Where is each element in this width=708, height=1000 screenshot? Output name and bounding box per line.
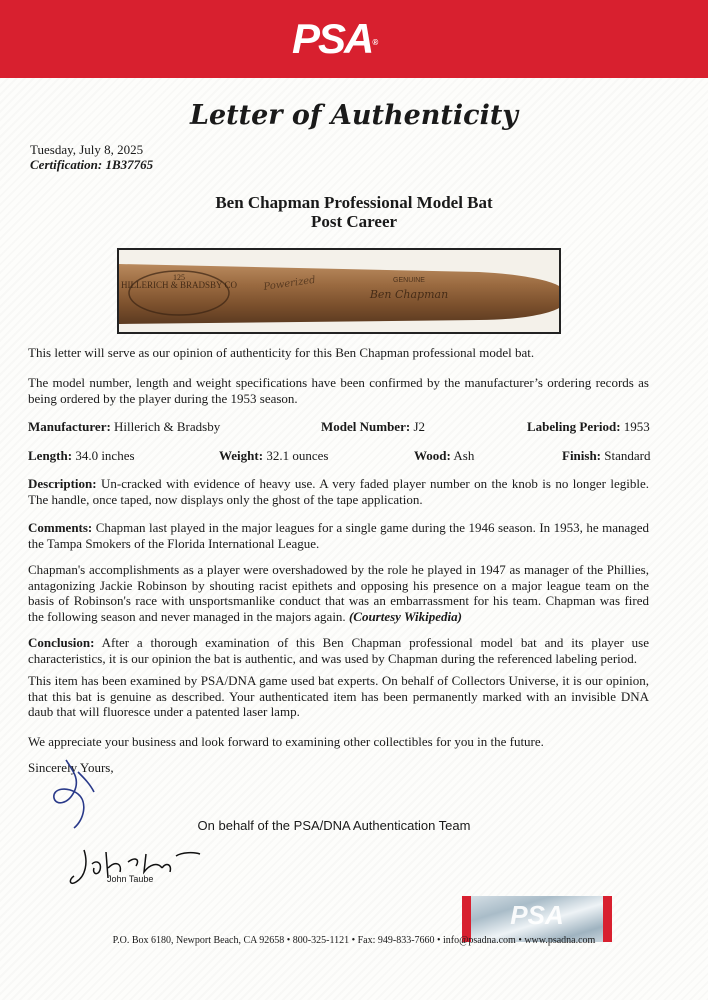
appreciation-paragraph: We appreciate your business and look forward to examining other collectibles for you in the future. bbox=[28, 734, 544, 749]
letter-title: Letter of Authenticity bbox=[189, 100, 518, 131]
spec-row-1 bbox=[28, 419, 649, 435]
spec-weight: Weight: 32.1 ounces bbox=[219, 448, 329, 463]
hologram-text: PSA bbox=[510, 900, 564, 930]
item-title: Ben Chapman Professional Model Bat bbox=[215, 193, 493, 212]
bat-genuine-text: GENUINE bbox=[393, 277, 425, 284]
comments-paragraph: Comments: Chapman last played in the major leagues for a single game during the 1946 season. In 1953, he managed the Tampa Smokers of the Florida International League. bbox=[28, 520, 649, 551]
john-taube-signature bbox=[66, 842, 206, 892]
spec-wood: Wood: Ash bbox=[414, 448, 475, 463]
spec-row-2 bbox=[28, 448, 649, 464]
bat-facsimile-signature: Ben Chapman bbox=[369, 288, 449, 301]
model-note-paragraph: The model number, length and weight specifications have been confirmed by the manufacturer’s ordering records as being ordered by the player during the 1953 season. bbox=[28, 375, 649, 406]
signer-name: John Taube bbox=[107, 874, 154, 884]
letter-date: Tuesday, July 8, 2025 bbox=[30, 142, 144, 157]
conclusion-paragraph: Conclusion: After a thorough examination of this Ben Chapman professional model bat and its player use characteristics, it is our opinion the bat is authentic, and was used by Chapman during the referenced labeling period. bbox=[28, 635, 649, 666]
bat-illustration bbox=[119, 250, 559, 332]
item-subtitle: Post Career bbox=[310, 212, 398, 231]
spec-finish: Finish: Standard bbox=[562, 448, 651, 463]
header-banner bbox=[0, 0, 708, 78]
barrel-stamp-line2: 125 bbox=[173, 273, 185, 282]
spec-length: Length: 34.0 inches bbox=[28, 448, 135, 463]
spec-model-number: Model Number: J2 bbox=[321, 419, 425, 434]
certification-line: Certification: 1B37765 bbox=[30, 157, 154, 172]
history-paragraph: Chapman's accomplishments as a player were overshadowed by the role he played in 1947 as manager of the Phillies, antagonizing Jackie Robinson by shouting racist epithets and opposing his presence on a major league team on the basis of Robinson's race with unsportsmanlike conduct that was an embarrassment for his team. Chapman was fired the following season and never managed in the majors again. (Courtesy Wikipedia) bbox=[28, 562, 649, 624]
dna-paragraph: This item has been examined by PSA/DNA game used bat experts. On behalf of Collectors Universe, it is our opinion, that this bat is genuine as described. Your authenticated item has been permanently marked with an invisible DNA daub that will fluoresce under a patented laser lamp. bbox=[28, 673, 649, 719]
bat-photo bbox=[117, 248, 561, 334]
footer-address: P.O. Box 6180, Newport Beach, CA 92658 • 800-325-1121 • Fax: 949-833-7660 • info@psadna.com • www.psadna.com bbox=[112, 935, 596, 946]
intro-paragraph: This letter will serve as our opinion of authenticity for this Ben Chapman professional model bat. bbox=[28, 345, 535, 360]
barrel-stamp-line1: HILLERICH & BRADSBY CO bbox=[121, 280, 237, 290]
psa-logo: PSA® bbox=[292, 15, 379, 62]
bat-model-script: Powerized bbox=[262, 274, 317, 293]
spec-labeling-period: Labeling Period: 1953 bbox=[527, 419, 650, 434]
team-line: On behalf of the PSA/DNA Authentication Team bbox=[197, 818, 471, 833]
closing-line: Sincerely Yours, bbox=[28, 760, 114, 775]
spec-manufacturer: Manufacturer: Hillerich & Bradsby bbox=[28, 419, 221, 434]
description-paragraph: Description: Un-cracked with evidence of heavy use. A very faded player number on the knob is no longer legible. The handle, once taped, now displays only the ghost of the tape application. bbox=[28, 476, 649, 507]
